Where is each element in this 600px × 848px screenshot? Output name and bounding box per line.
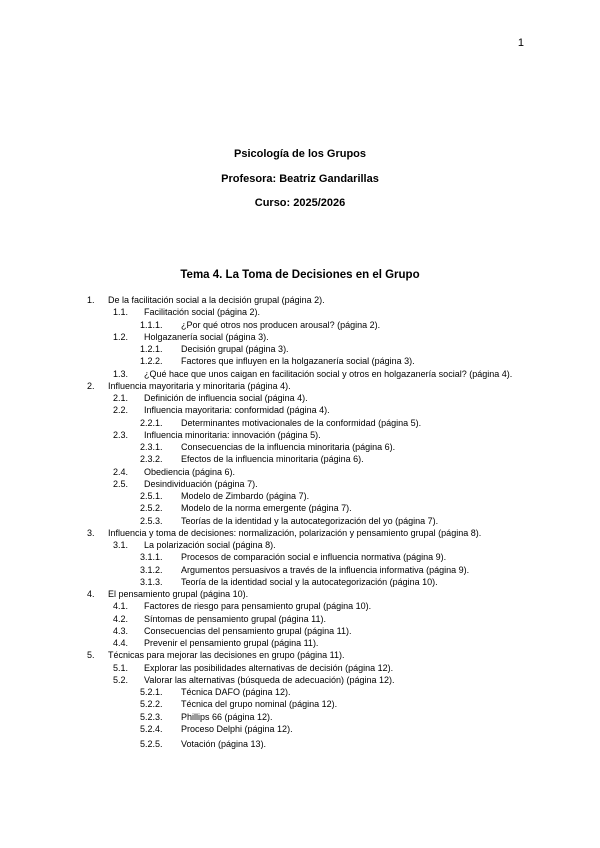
toc-entry-number: 2.5.	[113, 478, 129, 489]
toc-entry-number: 1.	[87, 295, 95, 305]
toc-entry-number: 4.3.	[113, 625, 129, 636]
toc-entry-text: Determinantes motivacionales de la conformidad (página 5).	[181, 417, 422, 428]
toc-entry	[0, 625, 600, 637]
toc-entry-number: 5.	[87, 650, 95, 661]
toc-entry-number: 1.2.	[113, 331, 129, 342]
toc-entry-number: 2.2.	[113, 405, 129, 416]
toc-entry-text: Influencia mayoritaria y minoritaria (página 4).	[108, 380, 291, 391]
toc-entry-text: La polarización social (página 8).	[144, 540, 276, 550]
toc-entry-number: 2.5.1.	[140, 491, 163, 501]
toc-entry-number: 2.3.	[113, 429, 129, 440]
toc-entry	[0, 294, 600, 306]
toc-entry	[0, 686, 600, 698]
toc-entry-number: 3.1.	[113, 540, 129, 550]
toc-entry-text: Explorar las posibilidades alternativas de decisión (página 12).	[144, 662, 394, 673]
toc-entry-text: Factores que influyen en la holgazanería social (página 3).	[181, 356, 415, 367]
toc-entry	[0, 417, 600, 429]
toc-entry-text: Influencia mayoritaria: conformidad (página 4).	[144, 405, 330, 416]
toc-entry	[0, 564, 600, 576]
toc-entry-text: Teoría de la identidad social y la autocategorización (página 10).	[181, 576, 438, 587]
page-number: 1	[517, 37, 524, 49]
toc-entry	[0, 674, 600, 686]
toc-entry-number: 3.1.1.	[140, 552, 163, 563]
toc-entry	[0, 600, 600, 612]
toc-entry-text: Técnicas para mejorar las decisiones en grupo (página 11).	[108, 650, 345, 661]
toc-entry-number: 2.	[87, 380, 95, 391]
toc-entry	[0, 380, 600, 392]
course-name: Psicología de los Grupos	[233, 148, 367, 160]
toc-entry-number: 1.3.	[113, 368, 129, 379]
toc-entry-text: Prevenir el pensamiento grupal (página 11).	[144, 638, 319, 648]
toc-entry-text: Modelo de la norma emergente (página 7).	[181, 503, 352, 514]
toc-entry-text: Modelo de Zimbardo (página 7).	[181, 491, 310, 501]
toc-entry	[0, 502, 600, 514]
toc-entry-number: 1.1.	[113, 307, 129, 318]
toc-entry	[0, 723, 600, 735]
toc-entry-number: 4.2.	[113, 613, 129, 624]
toc-entry-number: 5.1.	[113, 662, 129, 673]
toc-entry	[0, 478, 600, 490]
toc-entry-text: Teorías de la identidad y la autocategorización del yo (página 7).	[181, 515, 439, 526]
toc-entry	[0, 429, 600, 441]
toc-entry-number: 1.2.1.	[140, 344, 163, 354]
toc-entry-text: Votación (página 13).	[181, 739, 267, 749]
toc-entry-text: Valorar las alternativas (búsqueda de adecuación) (página 12).	[144, 674, 395, 685]
toc-entry-number: 4.1.	[113, 601, 129, 612]
toc-entry	[0, 527, 600, 539]
toc-entry-number: 3.1.3.	[140, 576, 163, 587]
toc-entry-text: Proceso Delphi (página 12).	[181, 723, 293, 734]
toc-entry-text: Holgazanería social (página 3).	[144, 331, 269, 342]
toc-entry	[0, 698, 600, 710]
toc-entry-text: Argumentos persuasivos a través de la influencia informativa (página 9).	[181, 564, 470, 575]
toc-entry-text: Influencia minoritaria: innovación (página 5).	[144, 429, 321, 440]
toc-entry-number: 5.2.	[113, 674, 129, 685]
toc-entry-number: 3.	[87, 527, 95, 538]
toc-entry	[0, 637, 600, 649]
toc-entry	[0, 466, 600, 478]
toc-entry	[0, 649, 600, 661]
toc-entry	[0, 539, 600, 551]
toc-entry-text: Consecuencias del pensamiento grupal (página 11).	[144, 625, 352, 636]
toc-entry-number: 3.1.2.	[140, 564, 163, 575]
toc-entry-number: 2.4.	[113, 466, 129, 477]
teacher-name: Profesora: Beatriz Gandarillas	[221, 173, 379, 185]
toc-entry-number: 2.3.2.	[140, 454, 163, 465]
toc-entry-text: Procesos de comparación social e influencia normativa (página 9).	[181, 552, 447, 563]
toc-entry-text: Phillips 66 (página 12).	[181, 711, 273, 722]
toc-entry-number: 5.2.5.	[140, 739, 163, 749]
toc-entry-number: 5.2.1.	[140, 687, 163, 697]
toc-entry-number: 2.2.1.	[140, 417, 163, 428]
toc-entry	[0, 453, 600, 465]
toc-entry-number: 5.2.3.	[140, 711, 163, 722]
toc-entry	[0, 662, 600, 674]
toc-entry-text: El pensamiento grupal (página 10).	[108, 589, 249, 599]
course-year: Curso: 2025/2026	[254, 197, 346, 209]
toc-entry	[0, 404, 600, 416]
toc-entry	[0, 331, 600, 343]
toc-entry	[0, 738, 600, 750]
toc-entry-text: Facilitación social (página 2).	[144, 307, 261, 318]
toc-entry	[0, 576, 600, 588]
toc-entry-text: De la facilitación social a la decisión grupal (página 2).	[108, 295, 325, 305]
toc-entry-text: Efectos de la influencia minoritaria (página 6).	[181, 454, 364, 465]
toc-entry	[0, 441, 600, 453]
toc-entry	[0, 588, 600, 600]
toc-entry-text: Decisión grupal (página 3).	[181, 344, 289, 354]
toc-entry	[0, 355, 600, 367]
toc-entry-number: 2.1.	[113, 393, 129, 403]
toc-entry	[0, 319, 600, 331]
toc-entry-text: Técnica del grupo nominal (página 12).	[181, 699, 338, 710]
toc-entry-text: ¿Qué hace que unos caigan en facilitación social y otros en holgazanería social? (página 4).	[144, 368, 513, 379]
toc-entry	[0, 515, 600, 527]
toc-entry-text: Factores de riesgo para pensamiento grupal (página 10).	[144, 601, 372, 612]
toc-entry-number: 5.2.2.	[140, 699, 163, 710]
toc-entry	[0, 343, 600, 355]
toc-entry	[0, 490, 600, 502]
toc-entry	[0, 306, 600, 318]
toc-entry-number: 4.	[87, 589, 95, 599]
toc-entry-text: Consecuencias de la influencia minoritaria (página 6).	[181, 442, 396, 452]
toc-entry-number: 5.2.4.	[140, 723, 163, 734]
toc-entry	[0, 613, 600, 625]
page-title: Tema 4. La Toma de Decisiones en el Grupo	[180, 269, 420, 281]
toc-entry-text: Influencia y toma de decisiones: normalización, polarización y pensamiento grupal (página 8).	[108, 527, 482, 538]
toc-entry-text: Obediencia (página 6).	[144, 466, 236, 477]
table-of-contents	[0, 294, 600, 750]
toc-entry	[0, 711, 600, 723]
toc-entry-number: 4.4.	[113, 638, 129, 648]
toc-entry	[0, 392, 600, 404]
toc-entry-text: Desindividuación (página 7).	[144, 478, 258, 489]
toc-entry-number: 2.5.3.	[140, 515, 163, 526]
toc-entry	[0, 551, 600, 563]
toc-entry-text: Técnica DAFO (página 12).	[181, 687, 291, 697]
toc-entry-text: Síntomas de pensamiento grupal (página 11).	[144, 613, 326, 624]
toc-entry-text: ¿Por qué otros nos producen arousal? (página 2).	[181, 319, 381, 330]
toc-entry-number: 2.3.1.	[140, 442, 163, 452]
toc-entry-number: 2.5.2.	[140, 503, 163, 514]
toc-entry-number: 1.2.2.	[140, 356, 163, 367]
toc-entry	[0, 368, 600, 380]
toc-entry-number: 1.1.1.	[140, 319, 163, 330]
toc-entry-text: Definición de influencia social (página 4).	[144, 393, 308, 403]
